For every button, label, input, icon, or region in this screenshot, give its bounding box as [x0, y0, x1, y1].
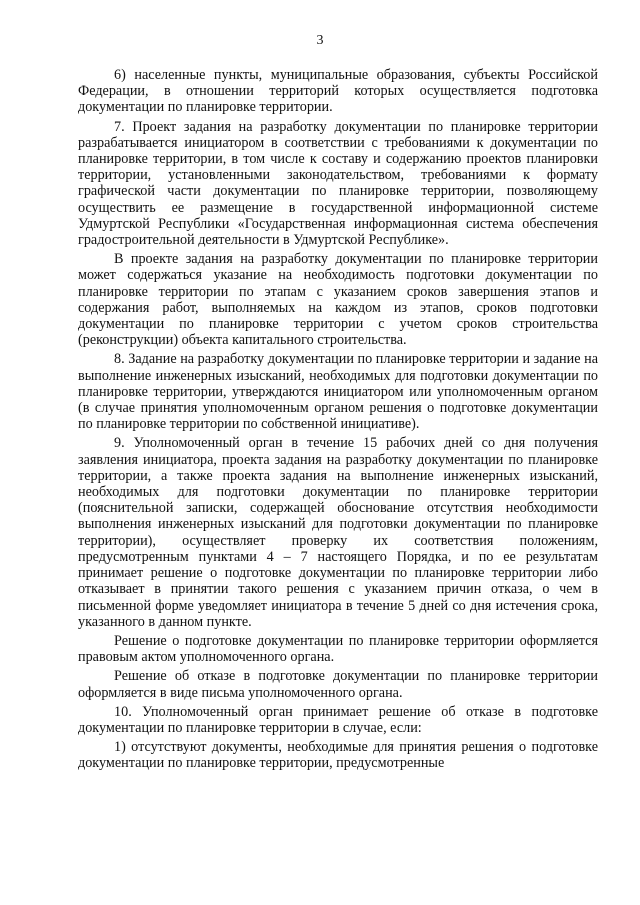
document-body: [78, 67, 598, 775]
paragraph-9-refusal: Решение об отказе в подготовке документации по планировке территории оформляется в виде письма уполномоченного органа.: [78, 668, 598, 701]
paragraph-10-item-1: 1) отсутствуют документы, необходимые для принятия решения о подготовке документации по планировке территории, предусмотренные: [78, 739, 598, 772]
paragraph-7: 7. Проект задания на разработку документации по планировке территории разрабатывается инициатором в соответствии с требованиями к документации по планировке территории, в том числе к составу и содержанию проектов планировки территории, установленными законодательством, требованиями к формату графической части документации по планировке территории, позволяющему осуществить ее размещение в государственной информационной системе Удмуртской Республики «Государственная информационная система обеспечения градостроительной деятельности в Удмуртской Республике».: [78, 118, 598, 249]
paragraph-8: 8. Задание на разработку документации по планировке территории и задание на выполнение инженерных изысканий, необходимых для подготовки документации по планировке территории, утверждаются инициатором или уполномоченным органом (в случае принятия уполномоченным органом решения о подготовке документации по планировке территории по собственной инициативе).: [78, 351, 598, 433]
paragraph-10: 10. Уполномоченный орган принимает решение об отказе в подготовке документации по планировке территории в случае, если:: [78, 703, 598, 736]
page-number: 3: [316, 33, 324, 48]
paragraph-item-6: 6) населенные пункты, муниципальные образования, субъекты Российской Федерации, в отношении территорий которых осуществляется подготовка документации по планировке территории.: [78, 67, 598, 116]
paragraph-9: 9. Уполномоченный орган в течение 15 рабочих дней со дня получения заявления инициатора, проекта задания на разработку документации по планировке территории, а также проекта задания на выполнение инженерных изысканий, необходимых для подготовки документации по планировке территории (пояснительной записки, содержащей обоснование отсутствия необходимости выполнения инженерных изысканий для подготовки документации по планировке территории), осуществляет проверку их соответствия положениям, предусмотренным пунктами 4 – 7 настоящего Порядка, и по ее результатам принимает решение о подготовке документации по планировке территории либо отказывает в принятии такого решения с указанием причин отказа, о чем в письменной форме уведомляет инициатора в течение 5 дней со дня истечения срока, указанного в данном пункте.: [78, 435, 598, 630]
paragraph-7-stages: В проекте задания на разработку документации по планировке территории может содержаться указание на необходимость подготовки документации по планировке территории по этапам с указанием сроков завершения этапов и содержания работ, выполняемых на каждом из этапов, сроков подготовки документации по планировке территории с учетом сроков строительства (реконструкции) объекта капитального строительства.: [78, 251, 598, 349]
paragraph-9-decision: Решение о подготовке документации по планировке территории оформляется правовым актом уполномоченного органа.: [78, 632, 598, 666]
